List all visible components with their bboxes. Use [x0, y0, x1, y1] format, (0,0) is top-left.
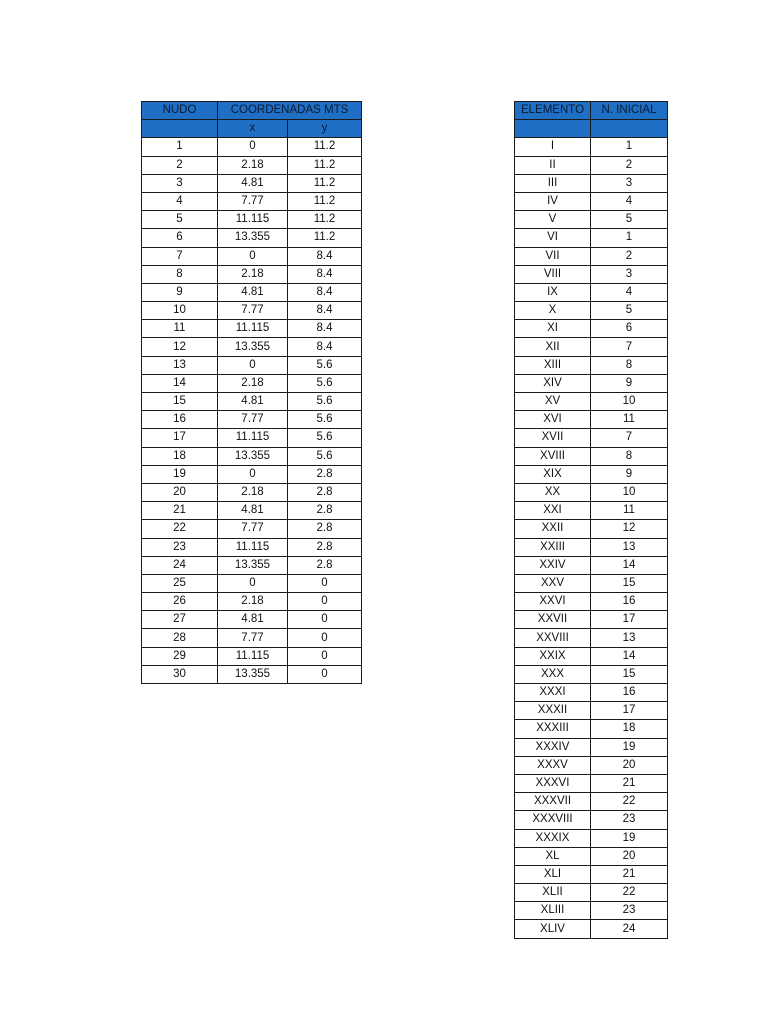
initial-node-cell: 2: [591, 156, 668, 174]
coord-y-cell: 11.2: [288, 192, 362, 210]
initial-node-cell: 21: [591, 774, 668, 792]
coord-y-cell: 0: [288, 611, 362, 629]
element-cell: XVII: [515, 429, 591, 447]
initial-node-cell: 13: [591, 629, 668, 647]
initial-node-cell: 14: [591, 647, 668, 665]
coord-x-cell: 13.355: [218, 229, 288, 247]
element-cell: I: [515, 138, 591, 156]
coord-x-cell: 11.115: [218, 647, 288, 665]
coord-x-cell: 11.115: [218, 538, 288, 556]
node-number-cell: 15: [142, 393, 218, 411]
node-number-cell: 4: [142, 192, 218, 210]
table-row: [142, 502, 362, 520]
element-cell: XVIII: [515, 447, 591, 465]
table-row: [142, 302, 362, 320]
initial-node-cell: 4: [591, 283, 668, 301]
table-row: [515, 684, 668, 702]
coord-x-cell: 4.81: [218, 283, 288, 301]
element-cell: XXVIII: [515, 629, 591, 647]
table-row: [515, 156, 668, 174]
coord-y-cell: 8.4: [288, 302, 362, 320]
coord-x-cell: 7.77: [218, 302, 288, 320]
table-row: [515, 629, 668, 647]
table-row: [515, 847, 668, 865]
element-cell: XIX: [515, 465, 591, 483]
coord-y-cell: 2.8: [288, 465, 362, 483]
element-cell: XXXI: [515, 684, 591, 702]
table-row: [142, 538, 362, 556]
initial-node-cell: 5: [591, 211, 668, 229]
coord-x-cell: 2.18: [218, 374, 288, 392]
table-row: [515, 393, 668, 411]
initial-node-cell: 3: [591, 174, 668, 192]
initial-node-cell: 9: [591, 374, 668, 392]
table-row: [515, 702, 668, 720]
subheader-blank: [591, 120, 668, 138]
table-row: [515, 574, 668, 592]
initial-node-cell: 22: [591, 793, 668, 811]
table-row: [142, 393, 362, 411]
initial-node-cell: 20: [591, 756, 668, 774]
coord-y-cell: 11.2: [288, 156, 362, 174]
table-row: [515, 611, 668, 629]
node-number-cell: 8: [142, 265, 218, 283]
initial-node-cell: 7: [591, 429, 668, 447]
table-row: [142, 356, 362, 374]
element-cell: XXX: [515, 665, 591, 683]
node-number-cell: 11: [142, 320, 218, 338]
coord-x-cell: 11.115: [218, 320, 288, 338]
table-row: [515, 138, 668, 156]
node-number-cell: 25: [142, 574, 218, 592]
element-cell: XLI: [515, 865, 591, 883]
initial-node-cell: 21: [591, 865, 668, 883]
coord-y-cell: 0: [288, 574, 362, 592]
initial-node-cell: 24: [591, 920, 668, 938]
initial-node-cell: 16: [591, 593, 668, 611]
coord-x-cell: 2.18: [218, 593, 288, 611]
table-row: [515, 665, 668, 683]
table-row: [142, 338, 362, 356]
coord-y-cell: 5.6: [288, 374, 362, 392]
table-row: [515, 211, 668, 229]
coord-y-cell: 8.4: [288, 265, 362, 283]
table-row: [142, 247, 362, 265]
elements-subheader-row: [515, 120, 668, 138]
table-row: [515, 738, 668, 756]
header-n-inicial: N. INICIAL: [591, 102, 668, 120]
coord-y-cell: 8.4: [288, 283, 362, 301]
node-number-cell: 2: [142, 156, 218, 174]
element-cell: XXXIV: [515, 738, 591, 756]
node-number-cell: 30: [142, 665, 218, 683]
node-number-cell: 19: [142, 465, 218, 483]
table-row: [142, 229, 362, 247]
element-cell: V: [515, 211, 591, 229]
table-row: [515, 174, 668, 192]
coord-x-cell: 2.18: [218, 156, 288, 174]
coord-x-cell: 0: [218, 138, 288, 156]
table-row: [515, 429, 668, 447]
header-elemento: ELEMENTO: [515, 102, 591, 120]
table-row: [142, 211, 362, 229]
element-cell: XXXII: [515, 702, 591, 720]
coord-y-cell: 2.8: [288, 556, 362, 574]
initial-node-cell: 17: [591, 611, 668, 629]
element-cell: XXXVI: [515, 774, 591, 792]
coord-x-cell: 0: [218, 356, 288, 374]
initial-node-cell: 14: [591, 556, 668, 574]
initial-node-cell: 18: [591, 720, 668, 738]
initial-node-cell: 1: [591, 138, 668, 156]
coord-x-cell: 0: [218, 465, 288, 483]
node-number-cell: 26: [142, 593, 218, 611]
node-number-cell: 6: [142, 229, 218, 247]
coord-x-cell: 11.115: [218, 211, 288, 229]
table-row: [515, 774, 668, 792]
node-number-cell: 9: [142, 283, 218, 301]
table-row: [515, 884, 668, 902]
table-row: [142, 156, 362, 174]
element-cell: XXXVIII: [515, 811, 591, 829]
coord-x-cell: 4.81: [218, 611, 288, 629]
table-row: [142, 520, 362, 538]
element-cell: XXIV: [515, 556, 591, 574]
coord-x-cell: 13.355: [218, 665, 288, 683]
element-cell: II: [515, 156, 591, 174]
coord-y-cell: 0: [288, 665, 362, 683]
initial-node-cell: 16: [591, 684, 668, 702]
table-row: [142, 265, 362, 283]
table-row: [515, 793, 668, 811]
node-number-cell: 22: [142, 520, 218, 538]
table-row: [515, 320, 668, 338]
elements-body: [515, 138, 668, 938]
element-cell: XIII: [515, 356, 591, 374]
table-row: [515, 720, 668, 738]
nodes-subheader-row: [142, 120, 362, 138]
node-number-cell: 14: [142, 374, 218, 392]
initial-node-cell: 15: [591, 665, 668, 683]
initial-node-cell: 23: [591, 811, 668, 829]
table-row: [515, 647, 668, 665]
table-row: [515, 192, 668, 210]
coord-y-cell: 0: [288, 647, 362, 665]
table-row: [515, 356, 668, 374]
elements-header-row: [515, 102, 668, 120]
table-row: [142, 483, 362, 501]
initial-node-cell: 9: [591, 465, 668, 483]
coord-y-cell: 11.2: [288, 229, 362, 247]
element-cell: X: [515, 302, 591, 320]
initial-node-cell: 7: [591, 338, 668, 356]
coord-x-cell: 13.355: [218, 447, 288, 465]
table-row: [515, 593, 668, 611]
table-row: [515, 465, 668, 483]
coord-y-cell: 0: [288, 593, 362, 611]
table-row: [515, 865, 668, 883]
table-row: [142, 647, 362, 665]
coord-x-cell: 7.77: [218, 411, 288, 429]
element-cell: XXII: [515, 520, 591, 538]
element-cell: XXXVII: [515, 793, 591, 811]
element-cell: XIV: [515, 374, 591, 392]
initial-node-cell: 5: [591, 302, 668, 320]
table-row: [515, 447, 668, 465]
element-cell: XXXIII: [515, 720, 591, 738]
table-row: [515, 829, 668, 847]
initial-node-cell: 3: [591, 265, 668, 283]
element-cell: XXXIX: [515, 829, 591, 847]
initial-node-cell: 12: [591, 520, 668, 538]
coord-y-cell: 8.4: [288, 320, 362, 338]
subheader-blank: [515, 120, 591, 138]
initial-node-cell: 4: [591, 192, 668, 210]
nodes-header-row: [142, 102, 362, 120]
table-row: [515, 229, 668, 247]
initial-node-cell: 11: [591, 502, 668, 520]
node-number-cell: 29: [142, 647, 218, 665]
coord-x-cell: 4.81: [218, 174, 288, 192]
coord-y-cell: 5.6: [288, 356, 362, 374]
node-number-cell: 21: [142, 502, 218, 520]
coord-x-cell: 0: [218, 247, 288, 265]
element-cell: XX: [515, 483, 591, 501]
table-row: [142, 611, 362, 629]
subheader-y: y: [288, 120, 362, 138]
element-cell: XXXV: [515, 756, 591, 774]
element-cell: XII: [515, 338, 591, 356]
node-number-cell: 27: [142, 611, 218, 629]
table-row: [515, 247, 668, 265]
node-number-cell: 28: [142, 629, 218, 647]
table-row: [142, 429, 362, 447]
coord-x-cell: 2.18: [218, 483, 288, 501]
element-cell: XLIV: [515, 920, 591, 938]
element-cell: XXVII: [515, 611, 591, 629]
nodes-table: [141, 101, 362, 684]
table-row: [142, 411, 362, 429]
table-row: [515, 502, 668, 520]
table-row: [142, 556, 362, 574]
table-row: [142, 320, 362, 338]
table-row: [142, 283, 362, 301]
initial-node-cell: 8: [591, 356, 668, 374]
element-cell: XXI: [515, 502, 591, 520]
node-number-cell: 24: [142, 556, 218, 574]
element-cell: XXV: [515, 574, 591, 592]
initial-node-cell: 8: [591, 447, 668, 465]
initial-node-cell: 10: [591, 393, 668, 411]
node-number-cell: 20: [142, 483, 218, 501]
table-row: [142, 465, 362, 483]
subheader-blank: [142, 120, 218, 138]
table-row: [515, 756, 668, 774]
node-number-cell: 1: [142, 138, 218, 156]
coord-x-cell: 11.115: [218, 429, 288, 447]
node-number-cell: 23: [142, 538, 218, 556]
nodes-body: [142, 138, 362, 684]
element-cell: VIII: [515, 265, 591, 283]
node-number-cell: 12: [142, 338, 218, 356]
table-row: [142, 629, 362, 647]
subheader-x: x: [218, 120, 288, 138]
table-row: [515, 902, 668, 920]
table-row: [515, 338, 668, 356]
element-cell: XL: [515, 847, 591, 865]
coord-y-cell: 5.6: [288, 393, 362, 411]
initial-node-cell: 6: [591, 320, 668, 338]
initial-node-cell: 20: [591, 847, 668, 865]
coord-y-cell: 11.2: [288, 138, 362, 156]
node-number-cell: 17: [142, 429, 218, 447]
node-number-cell: 3: [142, 174, 218, 192]
element-cell: XI: [515, 320, 591, 338]
coord-y-cell: 2.8: [288, 520, 362, 538]
node-number-cell: 10: [142, 302, 218, 320]
table-row: [515, 556, 668, 574]
table-row: [515, 265, 668, 283]
table-row: [515, 520, 668, 538]
node-number-cell: 7: [142, 247, 218, 265]
coord-x-cell: 0: [218, 574, 288, 592]
coord-y-cell: 11.2: [288, 174, 362, 192]
initial-node-cell: 2: [591, 247, 668, 265]
node-number-cell: 16: [142, 411, 218, 429]
table-row: [515, 411, 668, 429]
element-cell: IV: [515, 192, 591, 210]
initial-node-cell: 19: [591, 829, 668, 847]
element-cell: XLIII: [515, 902, 591, 920]
element-cell: III: [515, 174, 591, 192]
coord-x-cell: 4.81: [218, 502, 288, 520]
coord-x-cell: 13.355: [218, 556, 288, 574]
coord-x-cell: 7.77: [218, 192, 288, 210]
table-row: [142, 574, 362, 592]
table-row: [142, 374, 362, 392]
coord-y-cell: 8.4: [288, 247, 362, 265]
element-cell: XV: [515, 393, 591, 411]
element-cell: XVI: [515, 411, 591, 429]
header-nudo: NUDO: [142, 102, 218, 120]
initial-node-cell: 17: [591, 702, 668, 720]
element-cell: VI: [515, 229, 591, 247]
table-row: [515, 283, 668, 301]
table-row: [142, 192, 362, 210]
table-row: [515, 302, 668, 320]
initial-node-cell: 10: [591, 483, 668, 501]
table-row: [515, 920, 668, 938]
element-cell: XXVI: [515, 593, 591, 611]
initial-node-cell: 11: [591, 411, 668, 429]
coord-y-cell: 8.4: [288, 338, 362, 356]
element-cell: XXIX: [515, 647, 591, 665]
element-cell: XLII: [515, 884, 591, 902]
coord-y-cell: 11.2: [288, 211, 362, 229]
coord-x-cell: 2.18: [218, 265, 288, 283]
initial-node-cell: 22: [591, 884, 668, 902]
header-coordenadas: COORDENADAS MTS: [218, 102, 362, 120]
coord-y-cell: 5.6: [288, 411, 362, 429]
coord-y-cell: 5.6: [288, 447, 362, 465]
initial-node-cell: 23: [591, 902, 668, 920]
table-row: [142, 138, 362, 156]
coord-x-cell: 13.355: [218, 338, 288, 356]
coord-y-cell: 2.8: [288, 538, 362, 556]
coord-x-cell: 7.77: [218, 520, 288, 538]
node-number-cell: 18: [142, 447, 218, 465]
table-row: [142, 447, 362, 465]
initial-node-cell: 13: [591, 538, 668, 556]
node-number-cell: 5: [142, 211, 218, 229]
table-row: [515, 483, 668, 501]
elements-table: [514, 101, 668, 939]
element-cell: IX: [515, 283, 591, 301]
coord-y-cell: 0: [288, 629, 362, 647]
table-row: [142, 593, 362, 611]
initial-node-cell: 19: [591, 738, 668, 756]
coord-y-cell: 5.6: [288, 429, 362, 447]
table-row: [515, 811, 668, 829]
coord-y-cell: 2.8: [288, 483, 362, 501]
initial-node-cell: 1: [591, 229, 668, 247]
coord-x-cell: 4.81: [218, 393, 288, 411]
node-number-cell: 13: [142, 356, 218, 374]
table-row: [142, 174, 362, 192]
initial-node-cell: 15: [591, 574, 668, 592]
table-row: [515, 538, 668, 556]
coord-y-cell: 2.8: [288, 502, 362, 520]
element-cell: VII: [515, 247, 591, 265]
table-row: [515, 374, 668, 392]
table-row: [142, 665, 362, 683]
element-cell: XXIII: [515, 538, 591, 556]
coord-x-cell: 7.77: [218, 629, 288, 647]
